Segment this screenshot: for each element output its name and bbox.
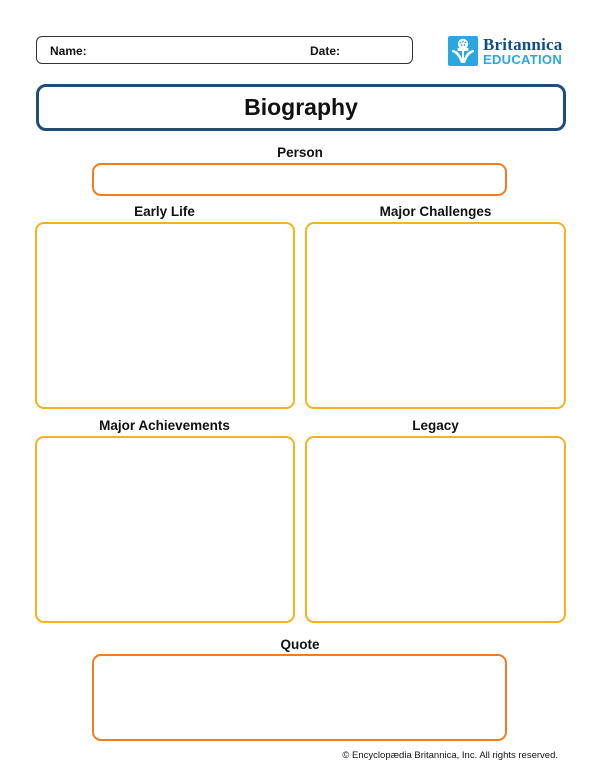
name-date-box xyxy=(36,36,413,64)
person-field[interactable] xyxy=(92,163,507,196)
title-box xyxy=(36,84,566,131)
legacy-field[interactable] xyxy=(305,436,566,623)
quote-label: Quote xyxy=(280,637,320,652)
major-achievements-field[interactable] xyxy=(35,436,295,623)
name-label: Name: xyxy=(50,44,87,58)
brand-subtitle: EDUCATION xyxy=(483,52,563,67)
major-challenges-label: Major Challenges xyxy=(379,204,492,219)
major-challenges-field[interactable] xyxy=(305,222,566,409)
early-life-label: Early Life xyxy=(134,204,195,219)
date-label: Date: xyxy=(310,44,341,58)
major-achievements-label: Major Achievements xyxy=(99,418,230,433)
quote-field[interactable] xyxy=(92,654,507,741)
page-title: Biography xyxy=(244,94,358,120)
brand-name: Britannica xyxy=(483,35,563,54)
early-life-field[interactable] xyxy=(35,222,295,409)
copyright-footer: © Encyclopædia Britannica, Inc. All rights reserved. xyxy=(342,750,558,761)
thistle-icon xyxy=(448,36,478,66)
legacy-label: Legacy xyxy=(412,418,459,433)
britannica-logo xyxy=(448,36,568,68)
person-label: Person xyxy=(277,145,323,160)
